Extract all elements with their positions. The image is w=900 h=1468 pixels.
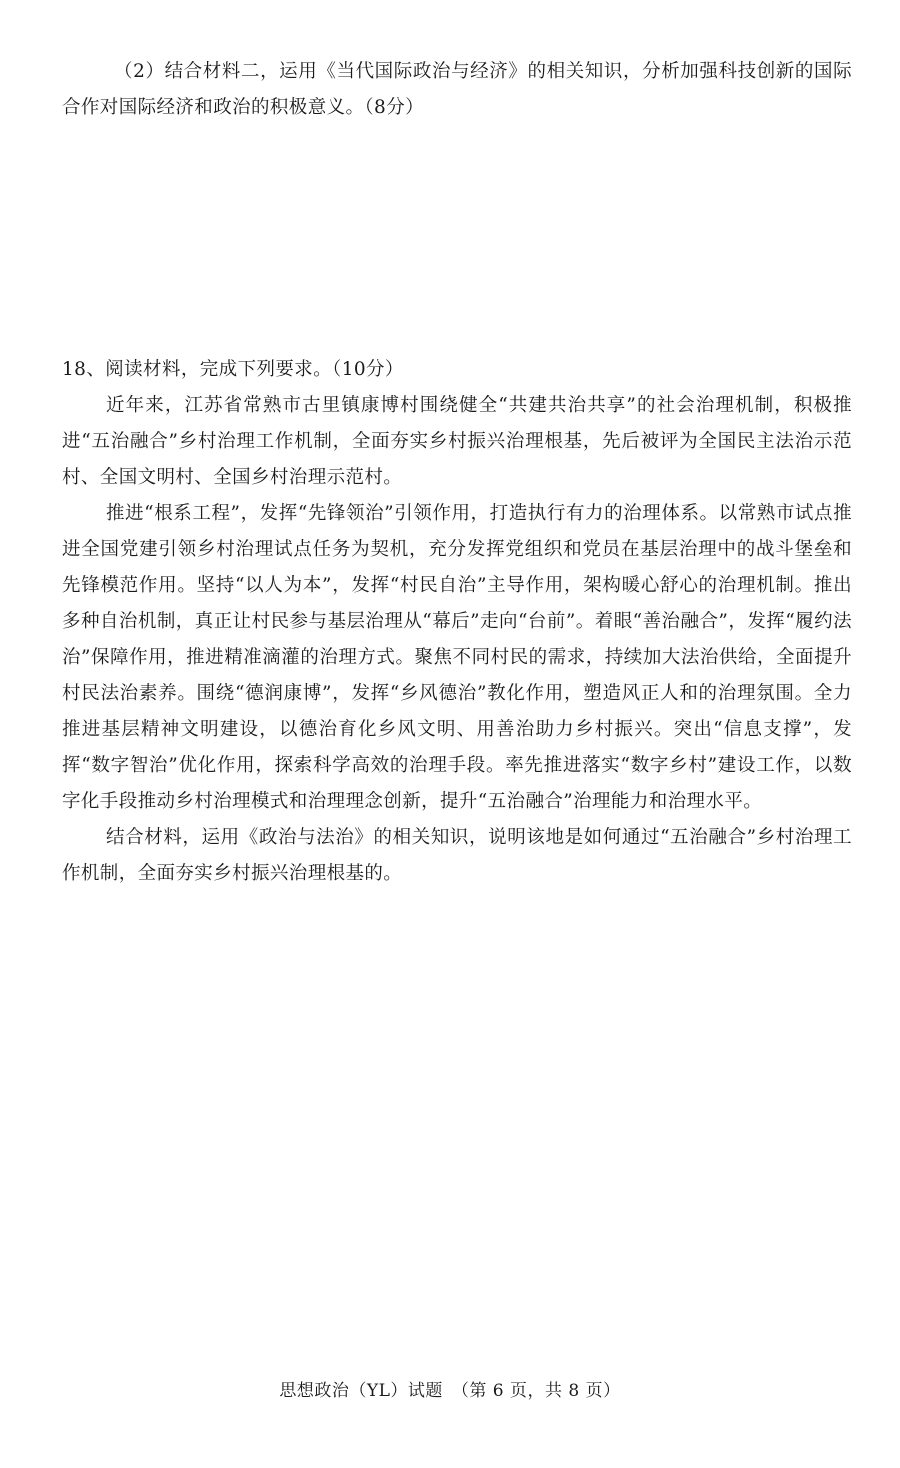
question-18-materials	[62, 388, 852, 892]
page-footer: 思想政治（YL）试题 （第 6 页，共 8 页）	[279, 1381, 621, 1401]
question-18-heading: 18、阅读材料，完成下列要求。（10分）	[62, 359, 404, 380]
question-17-part-2: （2）结合材料二，运用《当代国际政治与经济》的相关知识，分析加强科技创新的国际合作对国际经济和政治的积极意义。（8分）	[62, 61, 852, 118]
material-paragraph-intro: 近年来，江苏省常熟市古里镇康博村围绕健全“共建共治共享”的社会治理机制，积极推进“五治融合”乡村治理工作机制，全面夯实乡村振兴治理根基，先后被评为全国民主法治示范村、全国文明村、全国乡村治理示范村。	[62, 395, 852, 488]
material-paragraph-details: 推进“根系工程”，发挥“先锋领治”引领作用，打造执行有力的治理体系。以常熟市试点推进全国党建引领乡村治理试点任务为契机，充分发挥党组织和党员在基层治理中的战斗堡垒和先锋模范作用。坚持“以人为本”，发挥“村民自治”主导作用，架构暖心舒心的治理机制。推出多种自治机制，真正让村民参与基层治理从“幕后”走向“台前”。着眼“善治融合”，发挥“履约法治”保障作用，推进精准滴灌的治理方式。聚焦不同村民的需求，持续加大法治供给，全面提升村民法治素养。围绕“德润康博”，发挥“乡风德治”教化作用，塑造风正人和的治理氛围。全力推进基层精神文明建设，以德治育化乡风文明、用善治助力乡村振兴。突出“信息支撑”，发挥“数字智治”优化作用，探索科学高效的治理手段。率先推进落实“数字乡村”建设工作，以数字化手段推动乡村治理模式和治理理念创新，提升“五治融合”治理能力和治理水平。	[62, 503, 852, 812]
question-18-prompt: 结合材料，运用《政治与法治》的相关知识，说明该地是如何通过“五治融合”乡村治理工作机制，全面夯实乡村振兴治理根基的。	[62, 827, 852, 884]
